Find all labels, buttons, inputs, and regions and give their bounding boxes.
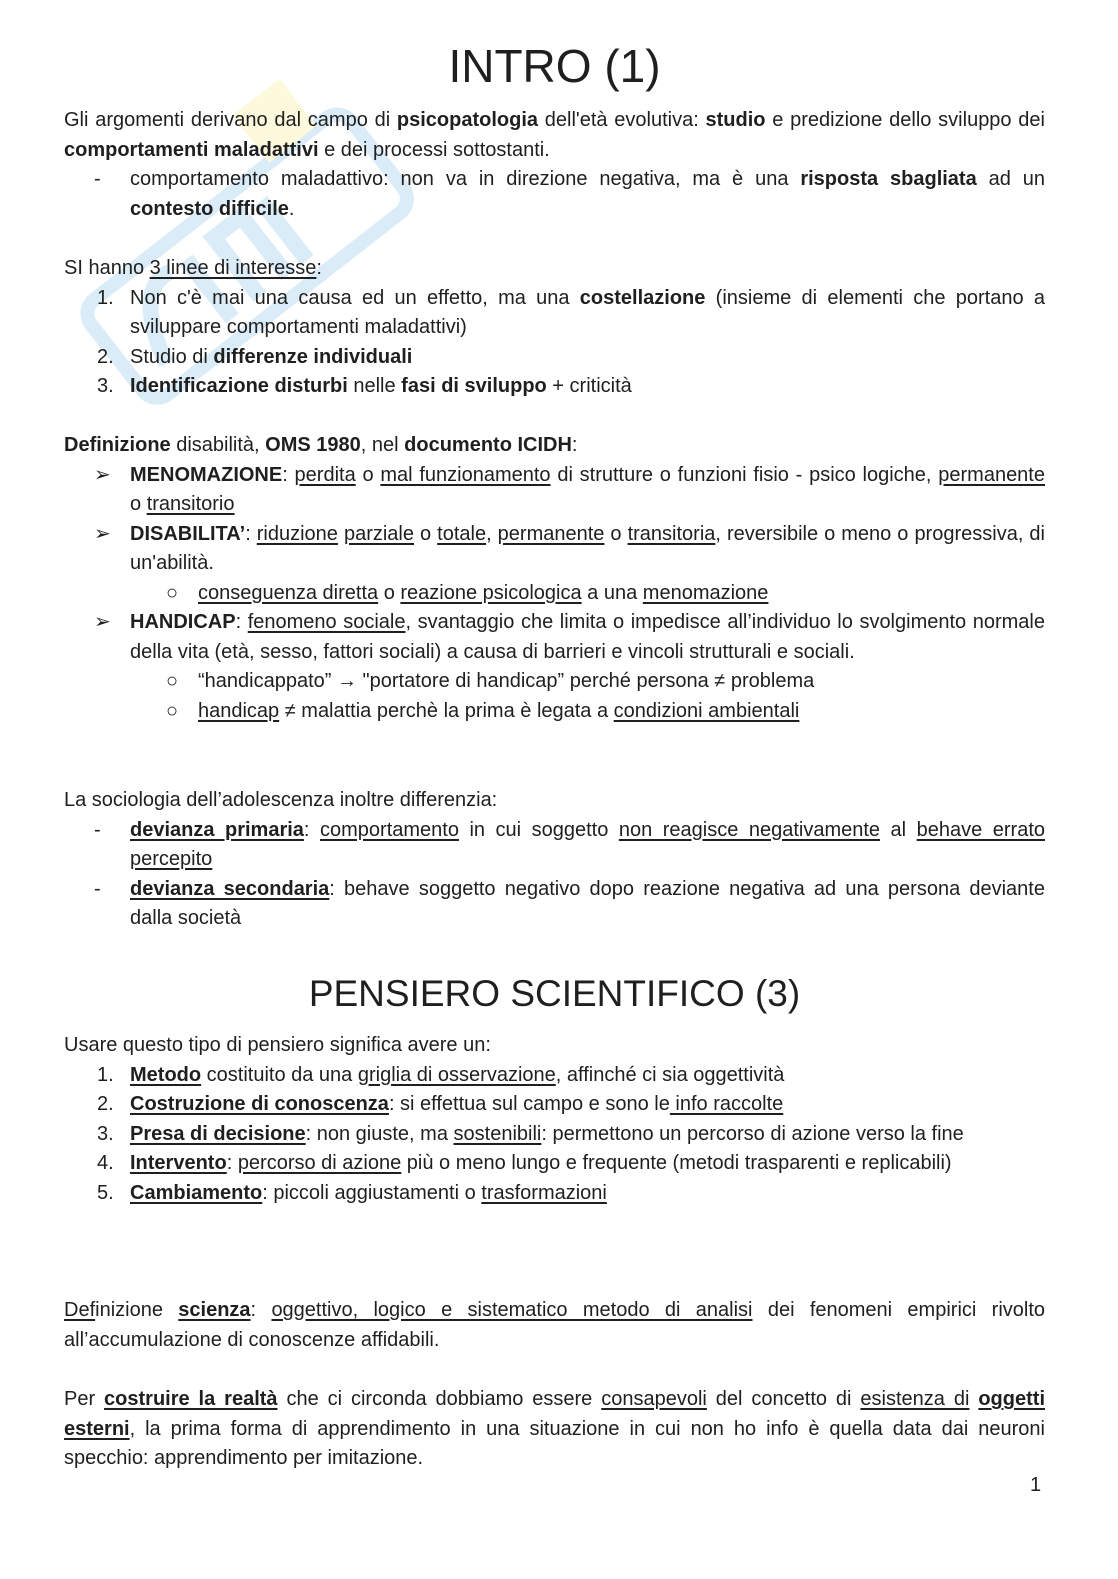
list-item-menomazione: ➢ MENOMAZIONE: perdita o mal funzionamento di strutture o funzioni fisio - psico logiche, permanente o transitorio — [64, 461, 1045, 520]
devianza-block — [64, 786, 1045, 934]
icidh-block — [64, 431, 1045, 726]
dash-bullet: - — [94, 877, 101, 900]
pensiero-list — [64, 1061, 1045, 1209]
section-title-pensiero: PENSIERO SCIENTIFICO (3) — [308, 973, 801, 1014]
arrow-bullet-icon: ➢ — [94, 463, 111, 486]
list-item: ○ handicap ≠ malattia perchè la prima è legata a condizioni ambientali — [64, 697, 1045, 727]
maladaptive-bullet-list — [64, 165, 1045, 224]
icidh-list — [64, 461, 1045, 727]
intro-paragraph: Gli argomenti derivano dal campo di psicopatologia dell'età evolutiva: studio e predizione dello sviluppo dei comportamenti maladattivi e dei processi sottostanti. — [64, 109, 1045, 161]
list-item: 1. Non c'è mai una causa ed un effetto, ma una costellazione (insieme di elementi che portano a sviluppare comportamenti maladattivi) — [97, 286, 1045, 338]
list-item: 2. Studio di differenze individuali — [97, 345, 413, 368]
circle-bullet-icon: ○ — [166, 670, 179, 692]
dash-bullet: - — [94, 168, 101, 190]
list-item: - devianza primaria: comportamento in cui soggetto non reagisce negativamente al behave errato percepito — [64, 816, 1045, 875]
realta-block — [64, 1385, 1045, 1474]
list-item: 5. Cambiamento: piccoli aggiustamenti o trasformazioni — [97, 1181, 607, 1204]
list-item: 4. Intervento: percorso di azione più o meno lungo e frequente (metodi trasparenti e replicabili) — [97, 1152, 952, 1174]
list-item: - devianza secondaria: behave soggetto negativo dopo reazione negativa ad una persona deviante dalla società — [64, 875, 1045, 934]
section-title-intro: INTRO (1) — [448, 40, 661, 92]
arrow-bullet-icon: ➢ — [94, 522, 111, 545]
intro-block — [64, 106, 1045, 224]
list-item: 2. Costruzione di conoscenza: si effettua sul campo e sono le info raccolte — [97, 1093, 784, 1115]
page-number: 1 — [1030, 1474, 1042, 1496]
realta-paragraph: Per costruire la realtà che ci circonda dobbiamo essere consapevoli del concetto di esistenza di oggetti esterni, la prima forma di apprendimento in una situazione in cui non ho info è quella data dai neuroni specchio: apprendimento per imitazione. — [64, 1388, 1045, 1469]
icidh-definition: Definizione disabilità, OMS 1980, nel documento ICIDH: — [64, 434, 578, 456]
list-item: 1. Metodo costituito da una griglia di osservazione, affinché ci sia oggettività — [97, 1063, 785, 1086]
list-item-handicap: ➢ HANDICAP: fenomeno sociale, svantaggio che limita o impedisce all’individuo lo svolgimento normale della vita (età, sesso, fattori sociali) a causa di barrieri e vincoli strutturali e sociali. — [64, 608, 1045, 667]
circle-bullet-icon: ○ — [166, 699, 179, 722]
interest-lines-paragraph: SI hanno 3 linee di interesse: — [64, 257, 322, 279]
pensiero-block — [64, 1031, 1045, 1208]
arrow-bullet-icon: ➢ — [94, 611, 111, 633]
interest-lines-block — [64, 254, 1045, 402]
sociology-paragraph: La sociologia dell’adolescenza inoltre differenzia: — [64, 789, 498, 811]
scienza-definition: Definizione scienza: oggettivo, logico e sistematico metodo di analisi dei fenomeni empirici rivolto all’accumulazione di conoscenze affidabili. — [64, 1299, 1046, 1351]
list-item: ○ “handicappato” → "portatore di handicap” perché persona ≠ problema — [64, 667, 1045, 697]
scienza-block — [64, 1296, 1045, 1355]
interest-lines-list — [64, 284, 1045, 402]
list-item: - comportamento maladattivo: non va in direzione negativa, ma è una risposta sbagliata ad un contesto difficile. — [64, 165, 1045, 224]
list-item-disabilita: ➢ DISABILITA’: riduzione parziale o totale, permanente o transitoria, reversibile o meno o progressiva, di un'abilità. — [64, 520, 1045, 579]
pensiero-intro: Usare questo tipo di pensiero significa avere un: — [64, 1034, 491, 1056]
list-item: 3. Presa di decisione: non giuste, ma sostenibili: permettono un percorso di azione verso la fine — [97, 1122, 964, 1145]
list-item: 3. Identificazione disturbi nelle fasi di sviluppo + criticità — [97, 375, 632, 397]
dash-bullet: - — [94, 818, 101, 841]
list-item: ○ conseguenza diretta o reazione psicologica a una menomazione — [64, 579, 1045, 609]
circle-bullet-icon: ○ — [166, 581, 179, 604]
devianza-list — [64, 816, 1045, 934]
